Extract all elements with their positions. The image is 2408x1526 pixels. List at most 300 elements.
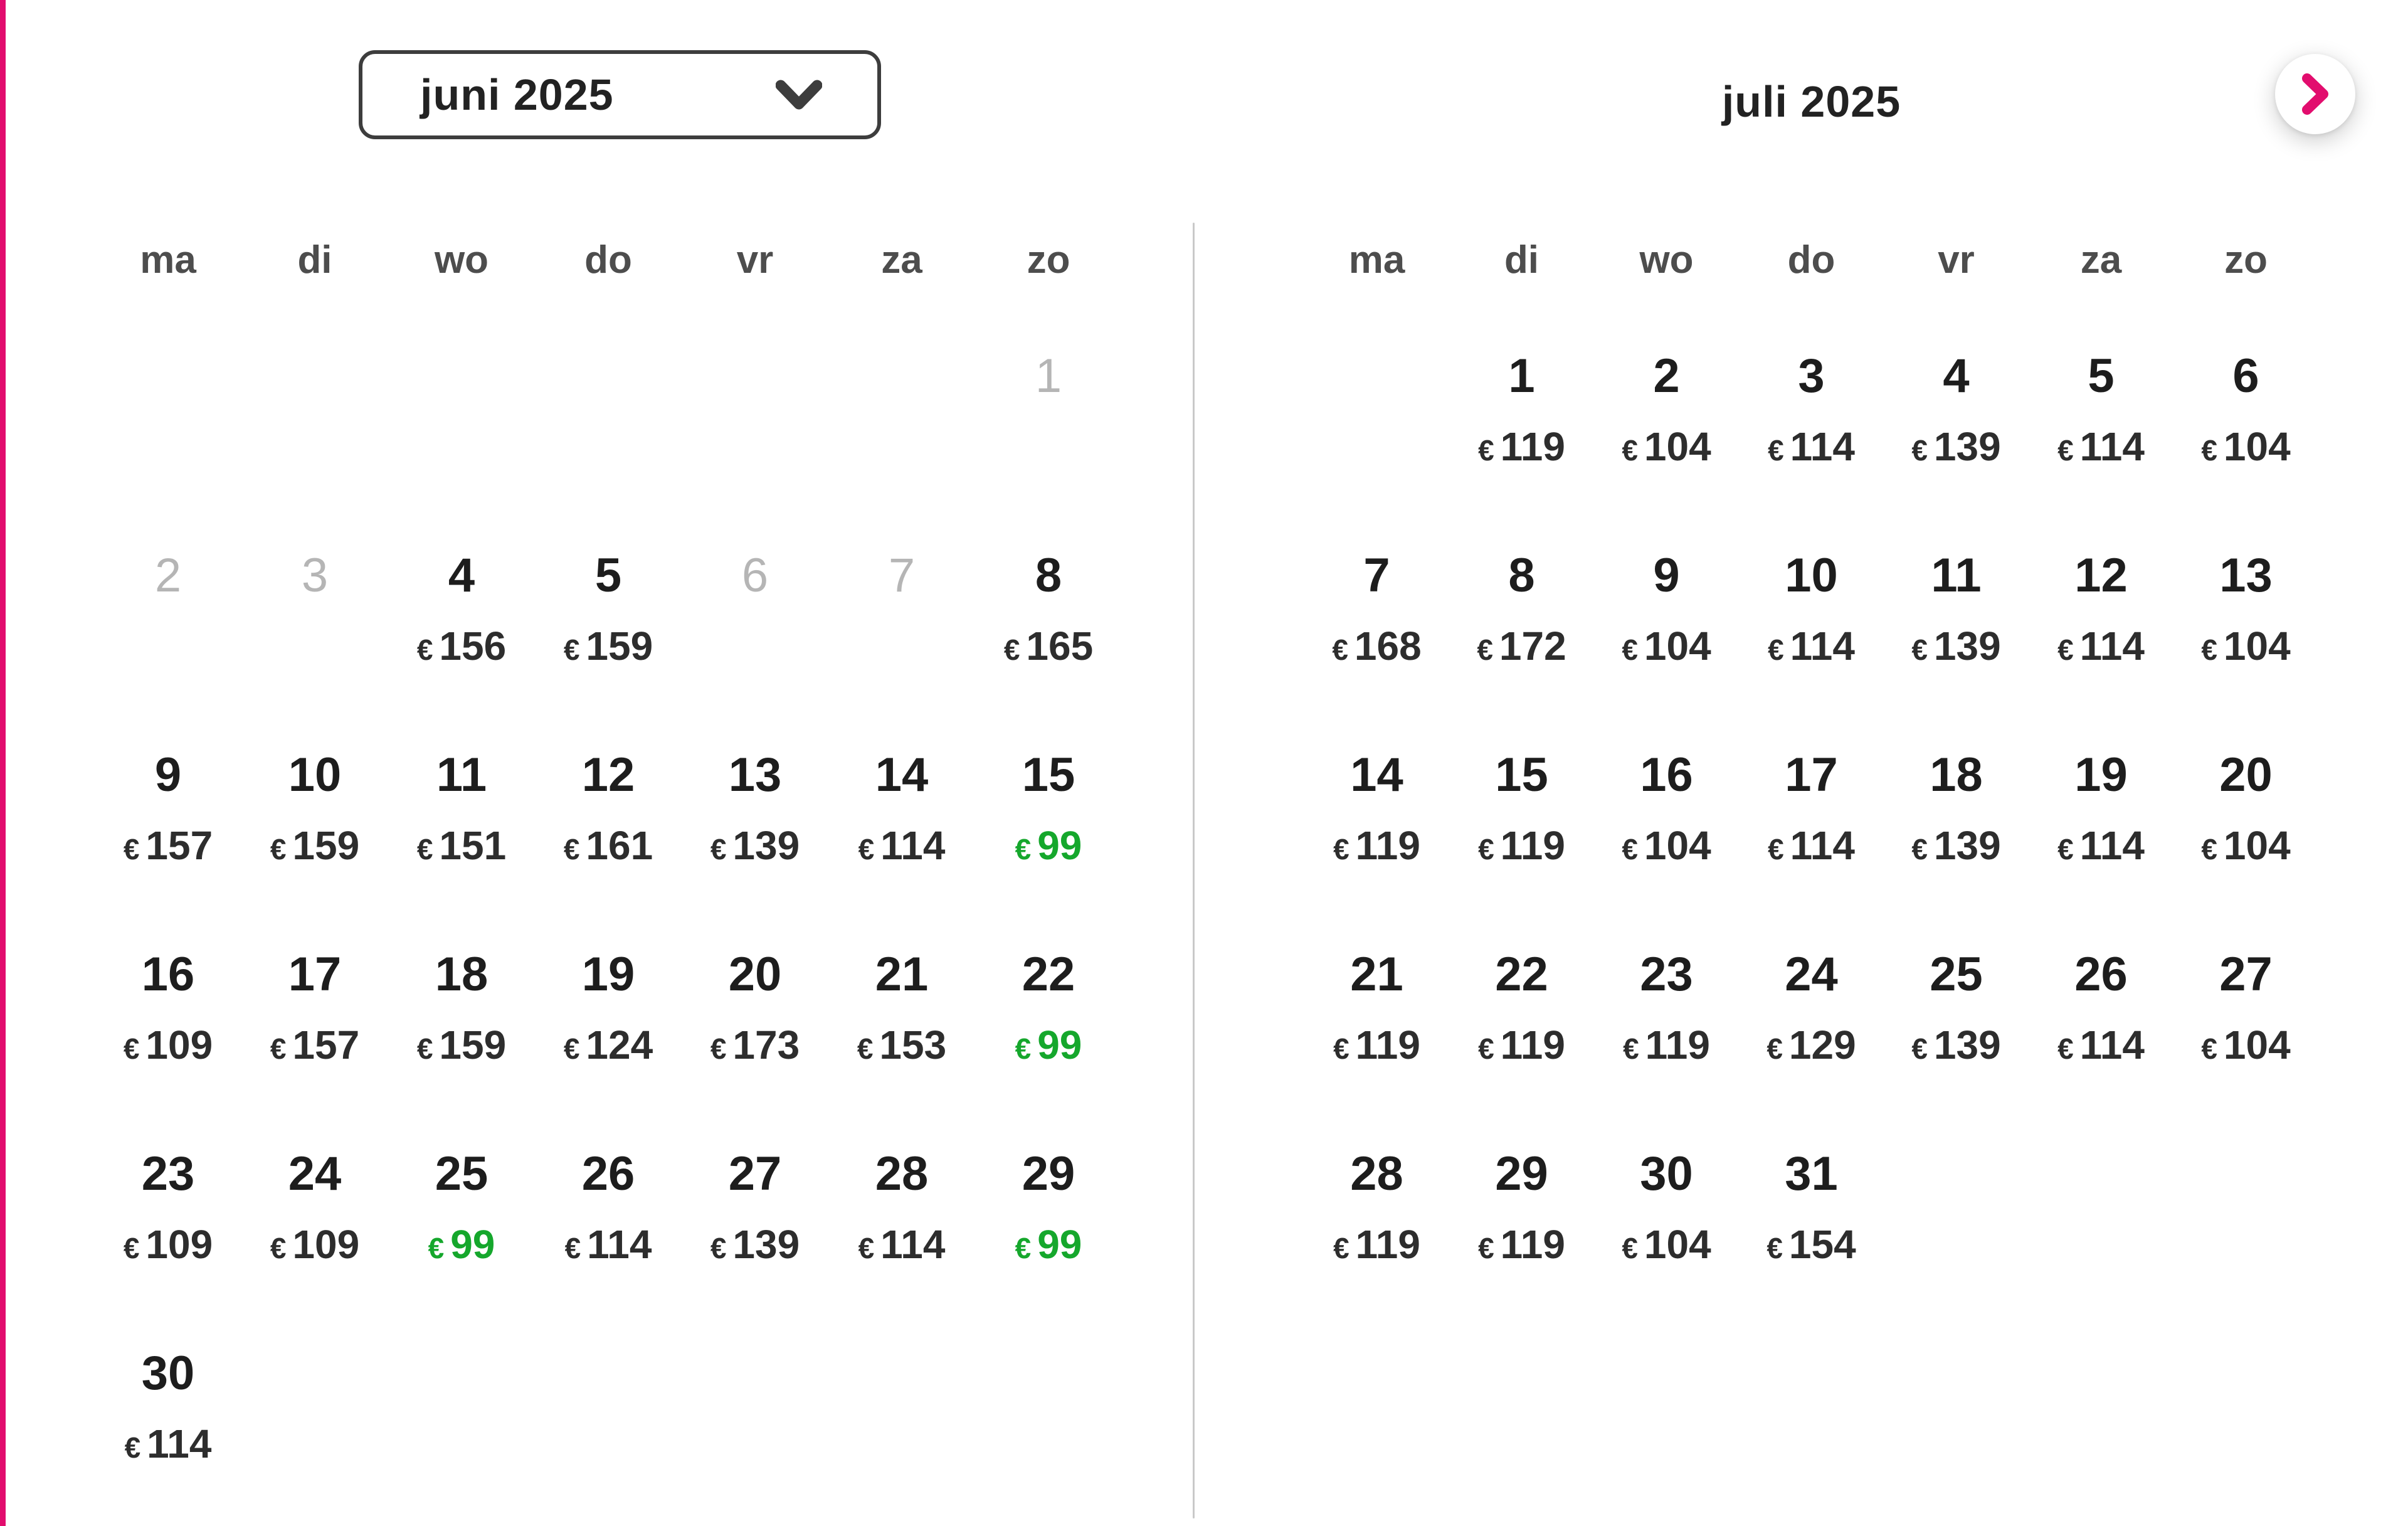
day-number: 10: [1785, 549, 1838, 602]
day-number: 29: [1495, 1147, 1548, 1200]
euro-sign: €: [124, 1431, 141, 1464]
calendar-day-juli-15[interactable]: [1449, 694, 1594, 893]
day-price: [1449, 1216, 1594, 1277]
day-price: [828, 1016, 975, 1078]
euro-sign: €: [1003, 633, 1020, 666]
euro-sign: €: [2057, 434, 2074, 467]
calendar-day-juli-24[interactable]: [1739, 893, 1884, 1093]
calendar-day-juni-26[interactable]: [535, 1093, 682, 1292]
day-price: [975, 1016, 1122, 1078]
day-price: [975, 1216, 1122, 1277]
day-number: 26: [581, 1147, 635, 1200]
calendar-day-juni-13[interactable]: [682, 694, 828, 893]
calendar-day-juni-15[interactable]: [975, 694, 1122, 893]
weekday-header-row: [95, 226, 1122, 295]
day-number: 15: [1495, 748, 1548, 802]
calendar-empty-cell: [1884, 1093, 2029, 1292]
day-price: [2029, 1016, 2173, 1078]
calendar-day-juni-24[interactable]: [241, 1093, 388, 1292]
day-number: 9: [154, 748, 182, 802]
day-price: [241, 1016, 388, 1078]
calendar-day-juli-6[interactable]: [2173, 295, 2318, 494]
calendar-day-juni-30[interactable]: [95, 1292, 241, 1492]
price-value: 114: [1790, 623, 1855, 669]
price-value: 99: [450, 1222, 495, 1267]
calendar-day-juli-18[interactable]: [1884, 694, 2029, 893]
day-price: [1449, 617, 1594, 679]
day-price: [1739, 817, 1884, 878]
weekday-label-wo: wo: [434, 238, 489, 282]
day-number: 6: [741, 549, 769, 602]
price-value: 151: [439, 823, 507, 868]
day-price: [95, 1016, 241, 1078]
calendar-day-juni-9[interactable]: [95, 694, 241, 893]
day-number: 15: [1022, 748, 1075, 802]
euro-sign: €: [563, 833, 580, 866]
euro-sign: €: [1015, 1232, 1032, 1264]
day-number: 16: [141, 948, 195, 1001]
day-number: 4: [1943, 349, 1970, 403]
price-value: 119: [1355, 1222, 1420, 1267]
euro-sign: €: [564, 1232, 581, 1264]
day-price: [1304, 817, 1449, 878]
day-price: [2029, 418, 2173, 479]
euro-sign: €: [1622, 833, 1638, 866]
euro-sign: €: [1622, 1232, 1638, 1264]
calendar-day-juni-23[interactable]: [95, 1093, 241, 1292]
day-number: 7: [888, 549, 916, 602]
euro-sign: €: [563, 633, 580, 666]
calendar-day-grid: [95, 295, 1122, 1492]
calendar-day-juni-11[interactable]: [388, 694, 535, 893]
day-price: [535, 1216, 682, 1277]
calendar-day-juli-8[interactable]: [1449, 494, 1594, 694]
price-value: 104: [1644, 623, 1711, 669]
day-number: 4: [448, 549, 475, 602]
day-number: 21: [875, 948, 929, 1001]
calendar-day-juni-4[interactable]: [388, 494, 535, 694]
calendar-day-juli-5[interactable]: [2029, 295, 2173, 494]
price-value: 139: [1933, 623, 2001, 669]
day-number: 23: [141, 1147, 195, 1200]
euro-sign: €: [1478, 833, 1494, 866]
day-number: 30: [1640, 1147, 1693, 1200]
left-accent-bar: [0, 0, 6, 1526]
weekday-label-do: do: [584, 238, 632, 282]
day-price: [1594, 1016, 1739, 1078]
day-price: [2029, 617, 2173, 679]
day-number: 1: [1035, 349, 1062, 403]
price-value: 173: [732, 1022, 800, 1068]
calendar-day-juni-5[interactable]: [535, 494, 682, 694]
calendar-day-juni-28[interactable]: [828, 1093, 975, 1292]
calendar-day-juni-25[interactable]: [388, 1093, 535, 1292]
day-number: 24: [288, 1147, 342, 1200]
day-number: 12: [2074, 549, 2128, 602]
day-number: 6: [2232, 349, 2259, 403]
day-price: [1884, 817, 2029, 878]
price-value: 119: [1355, 823, 1420, 868]
euro-sign: €: [1768, 434, 1784, 467]
euro-sign: €: [1911, 633, 1928, 666]
price-value: 104: [2223, 424, 2291, 469]
euro-sign: €: [2057, 833, 2074, 866]
euro-sign: €: [858, 833, 875, 866]
price-value: 168: [1354, 623, 1422, 669]
price-value: 104: [2223, 1022, 2291, 1068]
chevron-right-icon: [2301, 73, 2329, 115]
calendar-day-juli-16[interactable]: [1594, 694, 1739, 893]
day-price: [1304, 617, 1449, 679]
euro-sign: €: [2201, 1032, 2217, 1065]
calendar-day-juli-26[interactable]: [2029, 893, 2173, 1093]
price-value: 114: [1790, 424, 1855, 469]
calendar-day-juli-9[interactable]: [1594, 494, 1739, 694]
calendar-day-grid: [1304, 295, 2318, 1292]
calendar-day-juli-10[interactable]: [1739, 494, 1884, 694]
price-value: 139: [732, 823, 800, 868]
calendar-day-juli-23[interactable]: [1594, 893, 1739, 1093]
price-value: 104: [1644, 1222, 1711, 1267]
day-price: [95, 1216, 241, 1277]
day-price: [1739, 418, 1884, 479]
calendar-day-juni-10[interactable]: [241, 694, 388, 893]
calendar-day-juli-28[interactable]: [1304, 1093, 1449, 1292]
day-number: 22: [1022, 948, 1075, 1001]
euro-sign: €: [270, 1032, 287, 1065]
price-value: 104: [1644, 823, 1711, 868]
euro-sign: €: [2201, 434, 2217, 467]
euro-sign: €: [123, 1232, 140, 1264]
calendar-empty-cell: [388, 1292, 535, 1492]
calendar-day-juli-21[interactable]: [1304, 893, 1449, 1093]
day-number: 28: [1350, 1147, 1403, 1200]
day-price: [828, 817, 975, 878]
euro-sign: €: [710, 833, 727, 866]
weekday-label-za: za: [2080, 238, 2122, 282]
euro-sign: €: [858, 1232, 875, 1264]
weekday-label-do: do: [1787, 238, 1835, 282]
month-dropdown-button[interactable]: [359, 50, 881, 139]
day-number: 24: [1785, 948, 1838, 1001]
calendar-day-juli-17[interactable]: [1739, 694, 1884, 893]
weekday-header-row: [1304, 226, 2318, 295]
day-price: [241, 817, 388, 878]
calendar-day-juli-25[interactable]: [1884, 893, 2029, 1093]
euro-sign: €: [1015, 1032, 1032, 1065]
day-number: 19: [2074, 748, 2128, 802]
day-number: 8: [1035, 549, 1062, 602]
price-value: 157: [292, 1022, 360, 1068]
day-price: [1594, 418, 1739, 479]
price-value: 157: [145, 823, 213, 868]
euro-sign: €: [2201, 833, 2217, 866]
day-price: [682, 817, 828, 878]
euro-sign: €: [1333, 1032, 1349, 1065]
day-number: 5: [594, 549, 622, 602]
price-value: 114: [147, 1421, 212, 1466]
calendar-day-juli-7[interactable]: [1304, 494, 1449, 694]
price-value: 114: [2079, 424, 2145, 469]
day-number: 5: [2088, 349, 2115, 403]
calendar-day-juni-21[interactable]: [828, 893, 975, 1093]
chevron-down-icon: [776, 79, 822, 110]
price-value: 119: [1355, 1022, 1420, 1068]
day-number: 19: [581, 948, 635, 1001]
calendar-day-juli-2[interactable]: [1594, 295, 1739, 494]
calendar-day-juni-18[interactable]: [388, 893, 535, 1093]
calendar-day-juli-12[interactable]: [2029, 494, 2173, 694]
price-value: 99: [1037, 823, 1082, 868]
month-dropdown-label: juni 2025: [420, 70, 614, 119]
weekday-label-za: za: [881, 238, 922, 282]
day-number: 29: [1022, 1147, 1075, 1200]
calendar-day-juli-11[interactable]: [1884, 494, 2029, 694]
day-price: [1449, 418, 1594, 479]
price-value: 161: [586, 823, 653, 868]
day-number: 27: [728, 1147, 782, 1200]
day-number: 14: [1350, 748, 1403, 802]
calendar-day-juli-13[interactable]: [2173, 494, 2318, 694]
price-value: 109: [145, 1022, 213, 1068]
calendar-empty-cell: [388, 295, 535, 494]
day-price: [1449, 817, 1594, 878]
euro-sign: €: [1015, 833, 1032, 866]
calendar-day-juli-27[interactable]: [2173, 893, 2318, 1093]
day-price: [1884, 617, 2029, 679]
euro-sign: €: [1478, 1232, 1494, 1264]
day-number: 28: [875, 1147, 929, 1200]
day-price: [828, 1216, 975, 1277]
price-value: 156: [439, 623, 507, 669]
price-value: 114: [880, 1222, 946, 1267]
price-value: 104: [2223, 623, 2291, 669]
calendar-empty-cell: [2173, 1093, 2318, 1292]
day-price: [388, 617, 535, 679]
calendar-empty-cell: [682, 295, 828, 494]
calendar-day-juli-19[interactable]: [2029, 694, 2173, 893]
euro-sign: €: [270, 1232, 287, 1264]
day-price: [2029, 817, 2173, 878]
calendar-month-juli: [1304, 226, 2318, 1292]
day-price: [1884, 1016, 2029, 1078]
euro-sign: €: [416, 1032, 433, 1065]
price-value: 124: [586, 1022, 653, 1068]
day-number: 26: [2074, 948, 2128, 1001]
day-price: [1594, 617, 1739, 679]
calendar-day-juli-31[interactable]: [1739, 1093, 1884, 1292]
weekday-label-ma: ma: [1348, 238, 1405, 282]
day-number: 13: [2219, 549, 2273, 602]
calendar-day-juni-6: [682, 494, 828, 694]
calendar-day-juni-20[interactable]: [682, 893, 828, 1093]
euro-sign: €: [2057, 633, 2074, 666]
day-price: [682, 1216, 828, 1277]
price-value: 114: [2079, 623, 2145, 669]
day-number: 17: [288, 948, 342, 1001]
day-price: [975, 617, 1122, 679]
calendar-day-juli-30[interactable]: [1594, 1093, 1739, 1292]
calendar-day-juni-8[interactable]: [975, 494, 1122, 694]
price-value: 139: [732, 1222, 800, 1267]
calendar-empty-cell: [95, 295, 241, 494]
day-price: [1304, 1216, 1449, 1277]
day-number: 3: [301, 549, 329, 602]
calendar-day-juni-3: [241, 494, 388, 694]
day-number: 3: [1798, 349, 1825, 403]
calendar-empty-cell: [535, 1292, 682, 1492]
price-value: 114: [2079, 1022, 2145, 1068]
calendar-day-juli-29[interactable]: [1449, 1093, 1594, 1292]
price-value: 114: [880, 823, 946, 868]
day-number: 8: [1508, 549, 1535, 602]
day-number: 31: [1785, 1147, 1838, 1200]
calendar-day-juni-12[interactable]: [535, 694, 682, 893]
euro-sign: €: [563, 1032, 580, 1065]
calendar-day-juni-17[interactable]: [241, 893, 388, 1093]
euro-sign: €: [1478, 434, 1494, 467]
euro-sign: €: [1333, 1232, 1349, 1264]
day-price: [535, 817, 682, 878]
day-price: [1739, 617, 1884, 679]
day-number: 10: [288, 748, 342, 802]
calendar-day-juli-1[interactable]: [1449, 295, 1594, 494]
day-number: 18: [1930, 748, 1983, 802]
day-price: [388, 1016, 535, 1078]
euro-sign: €: [2057, 1032, 2074, 1065]
price-value: 119: [1500, 823, 1565, 868]
calendar-day-juni-14[interactable]: [828, 694, 975, 893]
day-number: 17: [1785, 748, 1838, 802]
day-number: 30: [141, 1347, 195, 1400]
weekday-label-zo: zo: [2224, 238, 2268, 282]
day-price: [95, 1415, 241, 1476]
day-price: [2173, 617, 2318, 679]
day-number: 12: [581, 748, 635, 802]
price-value: 139: [1933, 823, 2001, 868]
calendar-empty-cell: [828, 295, 975, 494]
next-month-button[interactable]: [2275, 54, 2355, 134]
calendar-day-juli-20[interactable]: [2173, 694, 2318, 893]
price-value: 119: [1500, 424, 1565, 469]
calendar-day-juni-29[interactable]: [975, 1093, 1122, 1292]
euro-sign: €: [416, 633, 433, 666]
calendar-day-juni-7: [828, 494, 975, 694]
calendar-month-juni: [95, 226, 1122, 1492]
price-value: 153: [879, 1022, 947, 1068]
next-month-title: juli 2025: [1721, 77, 1901, 126]
day-number: 16: [1640, 748, 1693, 802]
calendar-day-juni-27[interactable]: [682, 1093, 828, 1292]
calendar-day-juli-14[interactable]: [1304, 694, 1449, 893]
day-number: 27: [2219, 948, 2273, 1001]
day-price: [1594, 817, 1739, 878]
price-value: 159: [439, 1022, 507, 1068]
weekday-label-di: di: [297, 238, 332, 282]
day-number: 9: [1653, 549, 1680, 602]
calendar-day-juni-1: [975, 295, 1122, 494]
euro-sign: €: [1768, 833, 1784, 866]
euro-sign: €: [1622, 434, 1638, 467]
day-number: 20: [728, 948, 782, 1001]
calendar-empty-cell: [2029, 1093, 2173, 1292]
weekday-label-vr: vr: [736, 238, 774, 282]
calendar-empty-cell: [241, 295, 388, 494]
euro-sign: €: [1911, 833, 1928, 866]
day-price: [682, 1016, 828, 1078]
day-price: [2173, 1016, 2318, 1078]
calendar-day-juni-16[interactable]: [95, 893, 241, 1093]
day-number: 25: [1930, 948, 1983, 1001]
calendar-day-juli-4[interactable]: [1884, 295, 2029, 494]
euro-sign: €: [123, 833, 140, 866]
day-price: [535, 617, 682, 679]
day-number: 25: [435, 1147, 488, 1200]
weekday-label-ma: ma: [140, 238, 196, 282]
price-value: 119: [1500, 1222, 1565, 1267]
day-price: [388, 817, 535, 878]
price-value: 104: [1644, 424, 1711, 469]
price-value: 114: [1790, 823, 1855, 868]
day-price: [1884, 418, 2029, 479]
price-value: 172: [1499, 623, 1566, 669]
euro-sign: €: [416, 833, 433, 866]
price-value: 129: [1788, 1022, 1856, 1068]
day-price: [535, 1016, 682, 1078]
calendar-day-juni-22[interactable]: [975, 893, 1122, 1093]
day-number: 11: [436, 748, 487, 802]
euro-sign: €: [1478, 1032, 1494, 1065]
day-price: [1739, 1016, 1884, 1078]
euro-sign: €: [1766, 1232, 1783, 1264]
price-value: 154: [1788, 1222, 1856, 1267]
price-value: 119: [1645, 1022, 1710, 1068]
day-number: 7: [1363, 549, 1390, 602]
day-price: [95, 817, 241, 878]
day-number: 13: [728, 748, 782, 802]
calendar-day-juli-3[interactable]: [1739, 295, 1884, 494]
euro-sign: €: [1768, 633, 1784, 666]
day-number: 18: [435, 948, 488, 1001]
day-number: 2: [1653, 349, 1680, 403]
calendar-empty-cell: [241, 1292, 388, 1492]
price-value: 165: [1026, 623, 1094, 669]
euro-sign: €: [1911, 1032, 1928, 1065]
euro-sign: €: [270, 833, 287, 866]
price-value: 109: [292, 1222, 360, 1267]
euro-sign: €: [1622, 633, 1638, 666]
calendar-empty-cell: [828, 1292, 975, 1492]
day-price: [1594, 1216, 1739, 1277]
calendar-day-juli-22[interactable]: [1449, 893, 1594, 1093]
euro-sign: €: [1911, 434, 1928, 467]
price-value: 139: [1933, 424, 2001, 469]
calendar-day-juni-19[interactable]: [535, 893, 682, 1093]
weekday-label-wo: wo: [1639, 238, 1694, 282]
euro-sign: €: [710, 1032, 727, 1065]
euro-sign: €: [1333, 833, 1349, 866]
day-number: 21: [1350, 948, 1403, 1001]
day-number: 1: [1508, 349, 1535, 403]
day-price: [1449, 1016, 1594, 1078]
calendar-empty-cell: [682, 1292, 828, 1492]
price-value: 114: [587, 1222, 652, 1267]
day-number: 11: [1931, 549, 1982, 602]
day-number: 20: [2219, 748, 2273, 802]
day-price: [2173, 817, 2318, 878]
calendar-empty-cell: [975, 1292, 1122, 1492]
price-value: 104: [2223, 823, 2291, 868]
